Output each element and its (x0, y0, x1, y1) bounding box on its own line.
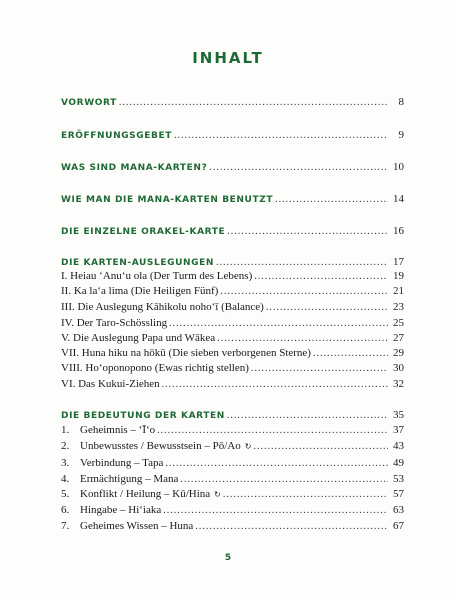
toc-heading-label: WAS SIND MANA-KARTEN? (61, 163, 208, 173)
toc-entry-spread-6[interactable] (61, 347, 404, 363)
toc-heading-orakel-karte[interactable] (61, 225, 404, 241)
toc-page-number: 30 (393, 362, 404, 374)
toc-entry-number: 2. (61, 440, 70, 452)
toc-entry-number: 4. (61, 473, 70, 485)
dot-leader (169, 318, 388, 329)
toc-page-number: 43 (393, 440, 404, 452)
toc-entry-number: 3. (61, 457, 70, 469)
toc-entry-label: VII. Huna hiku na hōkū (Die sieben verborgenen Sterne) (61, 347, 311, 359)
toc-page-number: 16 (393, 225, 404, 237)
toc-page-number: 14 (393, 193, 404, 205)
toc-page-number: 23 (393, 301, 404, 313)
toc-heading-label: ERÖFFNUNGSGEBET (61, 131, 172, 141)
toc-entry-card-1[interactable] (61, 424, 404, 440)
dot-leader (275, 194, 388, 205)
dot-leader (227, 226, 388, 237)
toc-entry-label: III. Die Auslegung Kāhikolu noho‘ī (Balance) (61, 301, 264, 313)
toc-page-number: 49 (393, 457, 404, 469)
toc-page-number: 53 (393, 473, 404, 485)
toc-entry-label: IV. Der Taro-Schössling (61, 317, 168, 329)
cycle-icon: ↻ (244, 442, 252, 451)
toc-entry-label: I. Heiau ‘Anu‘u ola (Der Turm des Lebens) (61, 270, 253, 282)
toc-entry-card-2[interactable] (61, 440, 404, 456)
toc-entry-card-5[interactable] (61, 488, 404, 504)
cycle-icon: ↻ (214, 490, 221, 499)
dot-leader (227, 410, 388, 421)
toc-heading-was-sind-mana-karten[interactable] (61, 161, 404, 177)
toc-page-number: 9 (398, 129, 404, 141)
toc-entry-card-6[interactable] (61, 504, 404, 520)
toc-entry-label: Geheimes Wissen – Huna (80, 520, 194, 532)
toc-entry-label: Ermächtigung – Mana (80, 473, 179, 485)
toc-entry-number: 5. (61, 488, 70, 500)
toc-heading-vorwort[interactable] (61, 96, 404, 112)
dot-leader (174, 130, 388, 141)
toc-heading-label: WIE MAN DIE MANA-KARTEN BENUTZT (61, 195, 274, 205)
toc-entry-label: Konflikt / Heilung – Kū/Hina (80, 488, 211, 500)
toc-entry-number: 7. (61, 520, 70, 532)
dot-leader (266, 302, 388, 313)
dot-leader (217, 333, 388, 344)
toc-entry-label: Verbindung – Tapa (80, 457, 164, 469)
toc-page-number: 21 (393, 285, 404, 297)
toc-entry-spread-4[interactable] (61, 317, 404, 333)
toc-page-number: 27 (393, 332, 404, 344)
dot-leader (162, 379, 388, 390)
dot-leader (119, 97, 388, 108)
toc-entry-spread-8[interactable] (61, 378, 404, 394)
toc-page-number: 25 (393, 317, 404, 329)
toc-entry-label: VIII. Ho‘oponopono (Ewas richtig stellen) (61, 362, 249, 374)
toc-page-number: 57 (393, 488, 404, 500)
toc-entry-spread-3[interactable] (61, 301, 404, 317)
toc-entry-label: II. Ka la‘a lima (Die Heiligen Fünf) (61, 285, 219, 297)
toc-entry-spread-7[interactable] (61, 362, 404, 378)
toc-heading-label: DIE KARTEN-AUSLEGUNGEN (61, 258, 214, 268)
dot-leader (253, 441, 388, 452)
toc-entry-label: Geheimnis – ‘Ī‘o (80, 424, 156, 436)
dot-leader (254, 271, 388, 282)
dot-leader (157, 425, 388, 436)
dot-leader (220, 286, 388, 297)
dot-leader (165, 458, 388, 469)
dot-leader (251, 363, 388, 374)
toc-entry-spread-1[interactable] (61, 270, 404, 286)
toc-entry-number: 1. (61, 424, 70, 436)
toc-page-number: 29 (393, 347, 404, 359)
toc-page-number: 35 (393, 409, 404, 421)
toc-entry-spread-5[interactable] (61, 332, 404, 348)
toc-entry-card-7[interactable] (61, 520, 404, 536)
toc-page-number: 32 (393, 378, 404, 390)
dot-leader (195, 521, 388, 532)
toc-entry-card-3[interactable] (61, 457, 404, 473)
toc-entry-label: Hingabe – Hi‘iaka (80, 504, 162, 516)
toc-heading-bedeutung-der-karten[interactable] (61, 409, 404, 425)
dot-leader (180, 474, 388, 485)
toc-entry-label: V. Die Auslegung Papa und Wākea (61, 332, 216, 344)
dot-leader (209, 162, 388, 173)
toc-page-number: 63 (393, 504, 404, 516)
page-title: INHALT (192, 49, 264, 67)
dot-leader (313, 348, 388, 359)
toc-heading-wie-man-benutzt[interactable] (61, 193, 404, 209)
toc-entry-label: Unbewusstes / Bewusstsein – Pō/Ao (80, 440, 241, 452)
dot-leader (163, 505, 388, 516)
page-number: 5 (224, 553, 232, 563)
toc-entry-label: VI. Das Kukui-Ziehen (61, 378, 160, 390)
toc-heading-label: VORWORT (61, 98, 117, 108)
toc-entry-card-4[interactable] (61, 473, 404, 489)
toc-entry-spread-2[interactable] (61, 285, 404, 301)
dot-leader (216, 257, 388, 268)
toc-heading-label: DIE EINZELNE ORAKEL-KARTE (61, 227, 226, 237)
toc-entry-number: 6. (61, 504, 70, 516)
toc-page-number: 37 (393, 424, 404, 436)
toc-heading-label: DIE BEDEUTUNG DER KARTEN (61, 411, 225, 421)
toc-page-number: 8 (398, 96, 404, 108)
toc-page-number: 17 (393, 256, 404, 268)
toc-page-number: 19 (393, 270, 404, 282)
toc-heading-eroeffnungsgebet[interactable] (61, 129, 404, 145)
toc-page-number: 10 (393, 161, 404, 173)
toc-page-number: 67 (393, 520, 404, 532)
dot-leader (223, 489, 388, 500)
